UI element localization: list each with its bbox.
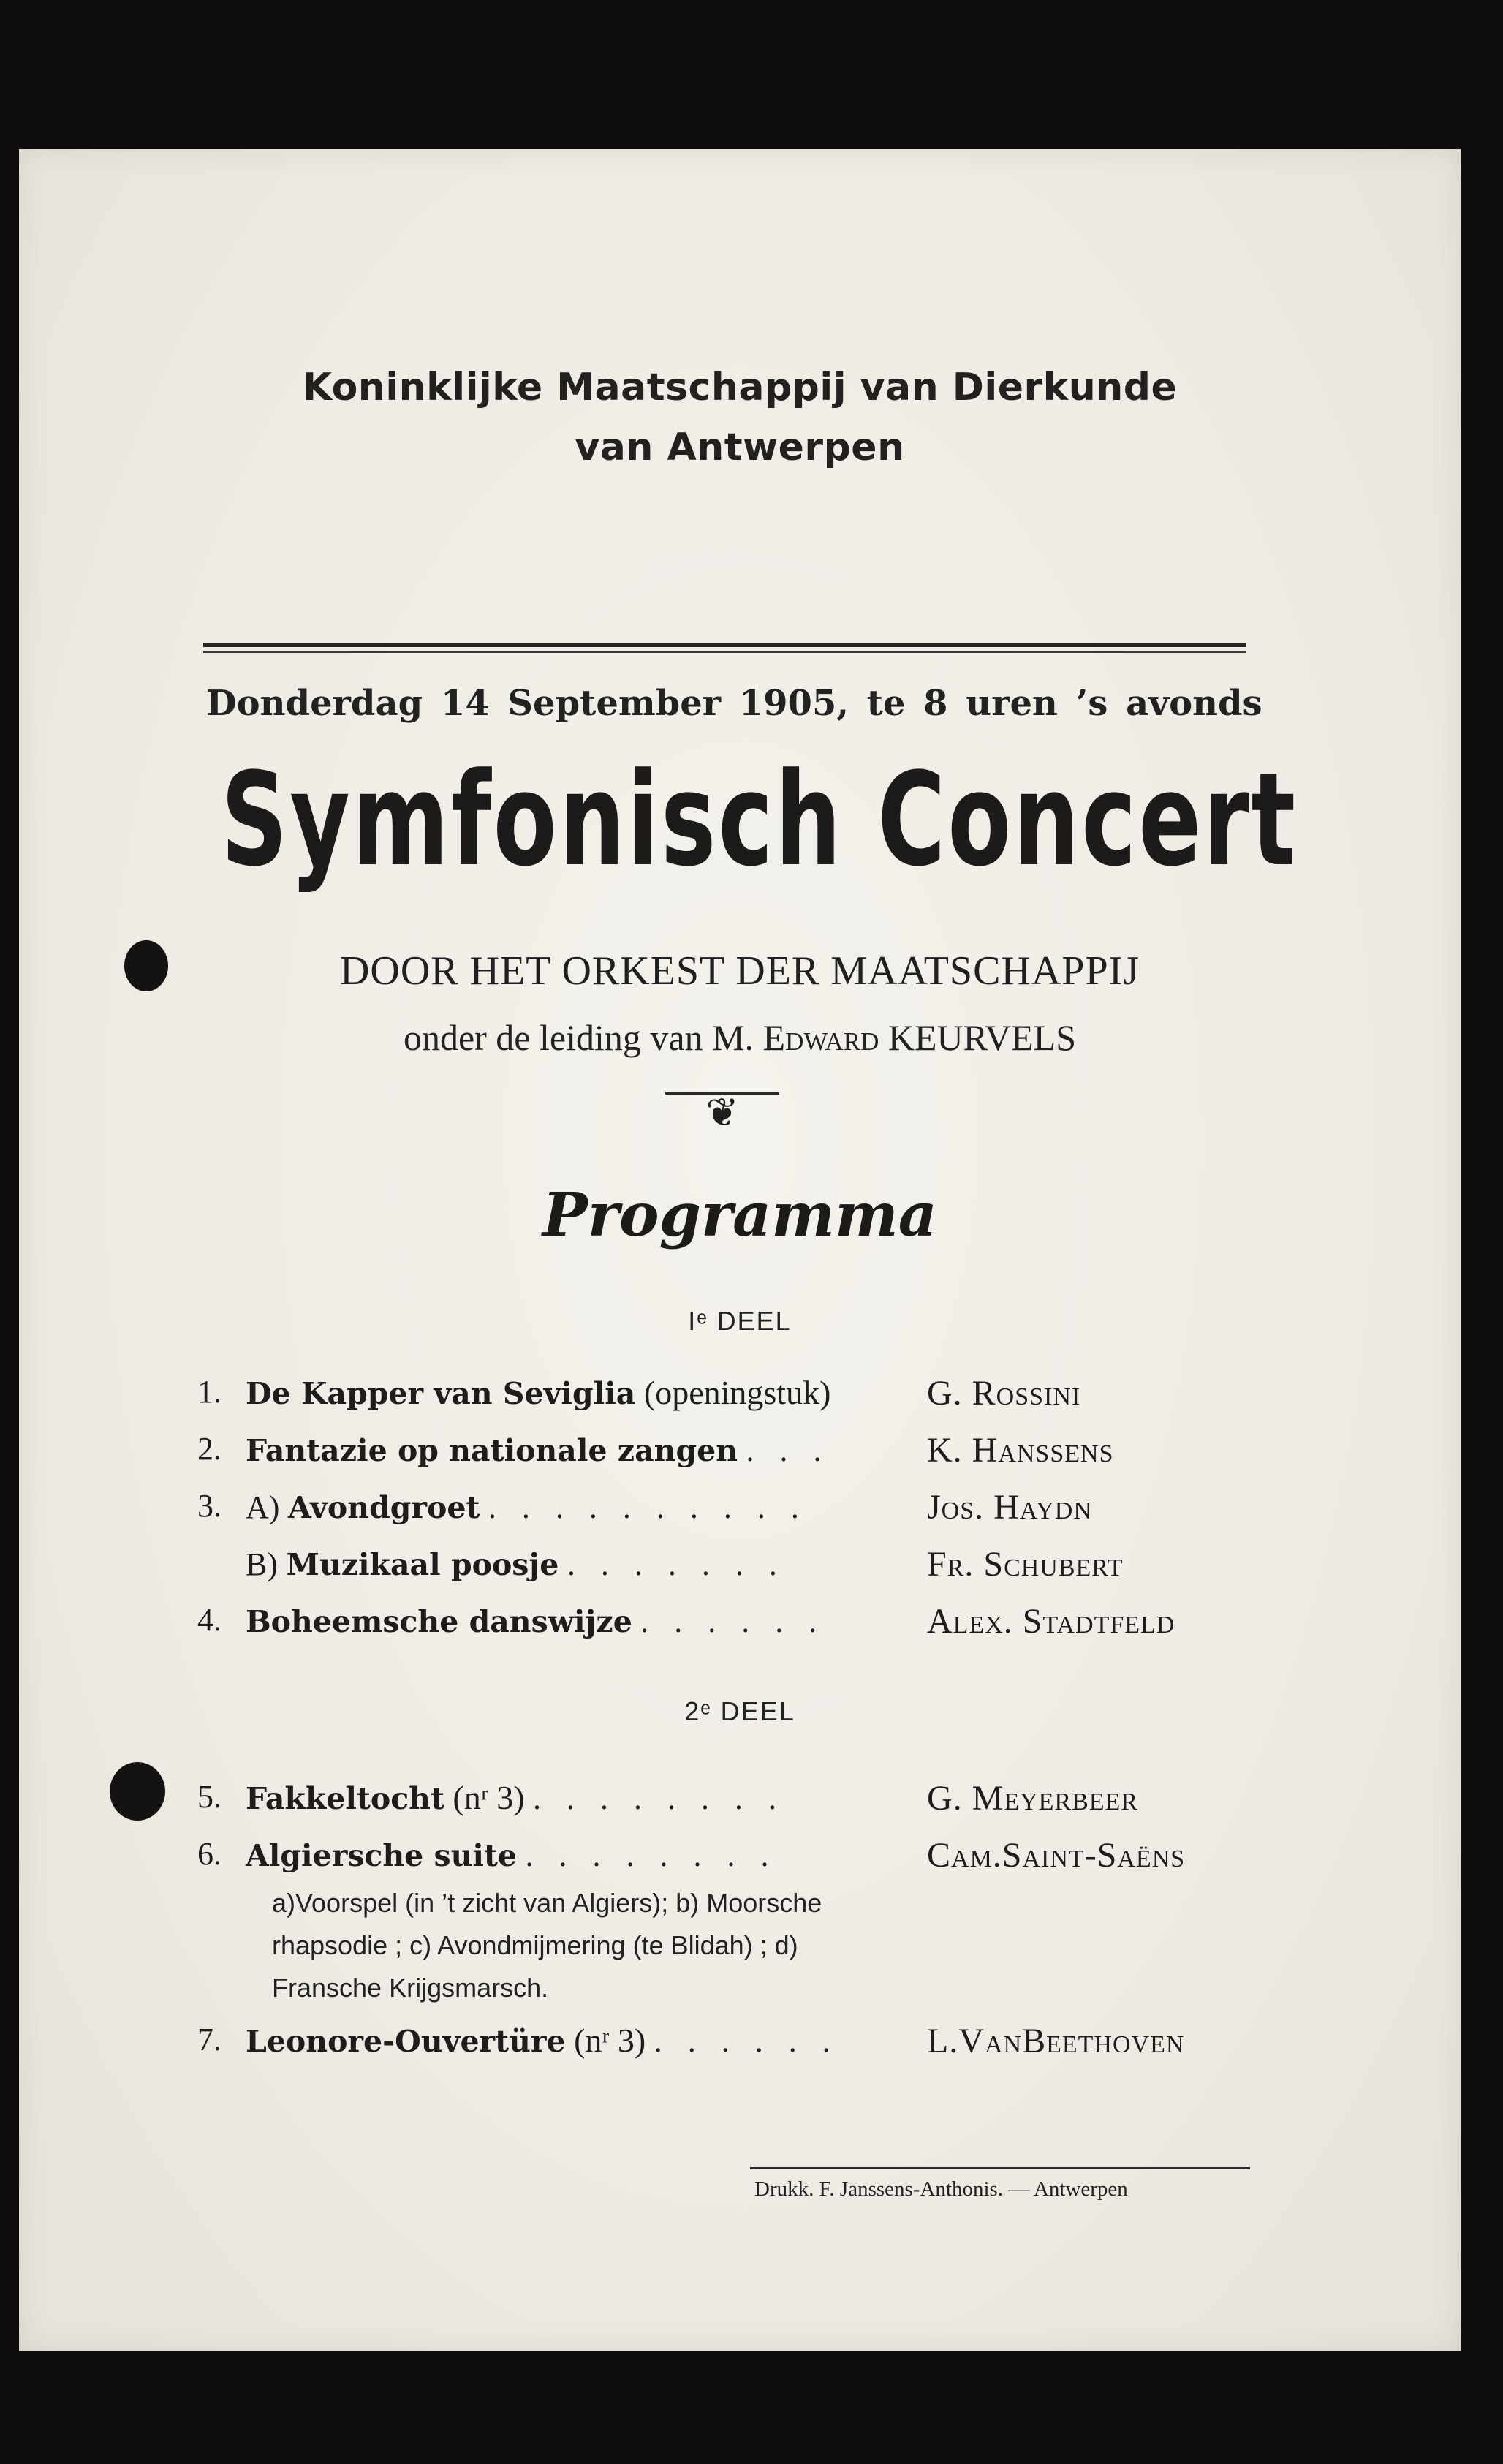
item-leader-dots: . . . bbox=[746, 1432, 830, 1468]
item-number: 7. bbox=[197, 2022, 222, 2057]
item-number: 1. bbox=[197, 1374, 222, 1410]
suite-description bbox=[272, 1882, 915, 2009]
suite-description-line: a)Voorspel (in ’t zicht van Algiers); b) Moorsche bbox=[272, 1888, 822, 1918]
concert-title: Symfonisch Concert bbox=[221, 745, 1298, 895]
item-piece bbox=[246, 1487, 808, 1526]
item-composer: K. Hanssens bbox=[927, 1431, 1114, 1470]
program-sheet bbox=[19, 149, 1461, 2351]
ornament-divider bbox=[665, 1092, 779, 1133]
part1-heading: Iᵉ DEEL bbox=[688, 1306, 792, 1336]
part2-heading: 2ᵉ DEEL bbox=[684, 1696, 795, 1726]
item-piece bbox=[246, 1430, 830, 1469]
item-composer: Cam.Saint-Saëns bbox=[927, 1836, 1186, 1875]
item-piece bbox=[246, 1835, 778, 1874]
program-item bbox=[197, 2021, 1279, 2065]
program-item bbox=[197, 1601, 1279, 1645]
society-city: van Antwerpen bbox=[575, 426, 905, 469]
item-work: Muzikaal poosje bbox=[286, 1547, 559, 1582]
conductor-prefix: onder de leiding van M. bbox=[403, 1017, 763, 1058]
item-sub-letter: A) bbox=[246, 1489, 280, 1525]
program-item bbox=[197, 1373, 1279, 1417]
item-number: 4. bbox=[197, 1602, 222, 1638]
printer-imprint: Drukk. F. Janssens-Anthonis. — Antwerpen bbox=[754, 2177, 1128, 2201]
item-work: Algiersche suite bbox=[246, 1838, 518, 1873]
item-work: Leonore-Ouvertüre bbox=[246, 2024, 566, 2059]
item-composer: L.VanBeethoven bbox=[927, 2022, 1185, 2060]
item-number: 6. bbox=[197, 1836, 222, 1872]
item-number: 5. bbox=[197, 1779, 222, 1815]
item-piece bbox=[246, 1601, 825, 1640]
concert-date: Donderdag 14 September 1905, te 8 uren ’s avonds bbox=[206, 683, 1262, 724]
suite-description-line: rhapsodie ; c) Avondmijmering (te Blidah) ; d) bbox=[272, 1930, 798, 1960]
program-item bbox=[197, 1835, 1279, 1879]
item-work: Avondgroet bbox=[287, 1490, 480, 1525]
program-item bbox=[197, 1778, 1279, 1822]
item-number: 2. bbox=[197, 1431, 222, 1467]
item-number: 3. bbox=[197, 1488, 222, 1524]
program-item bbox=[197, 1487, 1279, 1531]
society-name: Koninklijke Maatschappij van Dierkunde bbox=[302, 366, 1178, 409]
punch-hole-lower bbox=[110, 1762, 165, 1821]
conductor-line bbox=[19, 1016, 1461, 1059]
item-piece bbox=[246, 1778, 785, 1817]
conductor-first-name: Edward bbox=[762, 1017, 879, 1058]
program-item bbox=[197, 1430, 1279, 1474]
item-work: Fantazie op nationale zangen bbox=[246, 1433, 738, 1468]
orchestra-line: DOOR HET ORKEST DER MAATSCHAPPIJ bbox=[339, 948, 1140, 994]
item-leader-dots: . . . . . . bbox=[654, 2023, 839, 2059]
item-piece bbox=[246, 2021, 839, 2060]
item-composer: G. Rossini bbox=[927, 1374, 1081, 1413]
item-piece bbox=[246, 1544, 786, 1583]
item-work: Boheemsche danswijze bbox=[246, 1604, 632, 1639]
item-note: (nʳ 3) bbox=[453, 1779, 525, 1816]
item-composer: G. Meyerbeer bbox=[927, 1779, 1139, 1818]
conductor-last-name: KEURVELS bbox=[887, 1017, 1077, 1058]
programma-heading: Programma bbox=[542, 1180, 937, 1250]
flourish-icon: ❦ bbox=[705, 1091, 739, 1135]
item-piece bbox=[246, 1373, 830, 1412]
item-leader-dots: . . . . . . . . bbox=[533, 1780, 786, 1816]
imprint-rule bbox=[750, 2167, 1250, 2169]
item-composer: Jos. Haydn bbox=[927, 1488, 1092, 1527]
item-leader-dots: . . . . . . bbox=[640, 1603, 826, 1639]
item-work: De Kapper van Seviglia bbox=[246, 1376, 636, 1411]
item-note: (openingstuk) bbox=[643, 1374, 831, 1411]
item-leader-dots: . . . . . . . . bbox=[525, 1837, 778, 1873]
item-composer: Alex. Stadtfeld bbox=[927, 1602, 1175, 1641]
header-rule bbox=[203, 643, 1246, 647]
item-sub-letter: B) bbox=[246, 1546, 278, 1582]
item-work: Fakkeltocht bbox=[246, 1781, 444, 1816]
program-item bbox=[197, 1544, 1279, 1588]
item-leader-dots: . . . . . . . bbox=[567, 1546, 786, 1582]
suite-description-line: Fransche Krijgsmarsch. bbox=[272, 1973, 549, 2003]
item-composer: Fr. Schubert bbox=[927, 1545, 1124, 1584]
item-leader-dots: . . . . . . . . . . bbox=[488, 1489, 808, 1525]
item-note: (nʳ 3) bbox=[574, 2022, 646, 2059]
